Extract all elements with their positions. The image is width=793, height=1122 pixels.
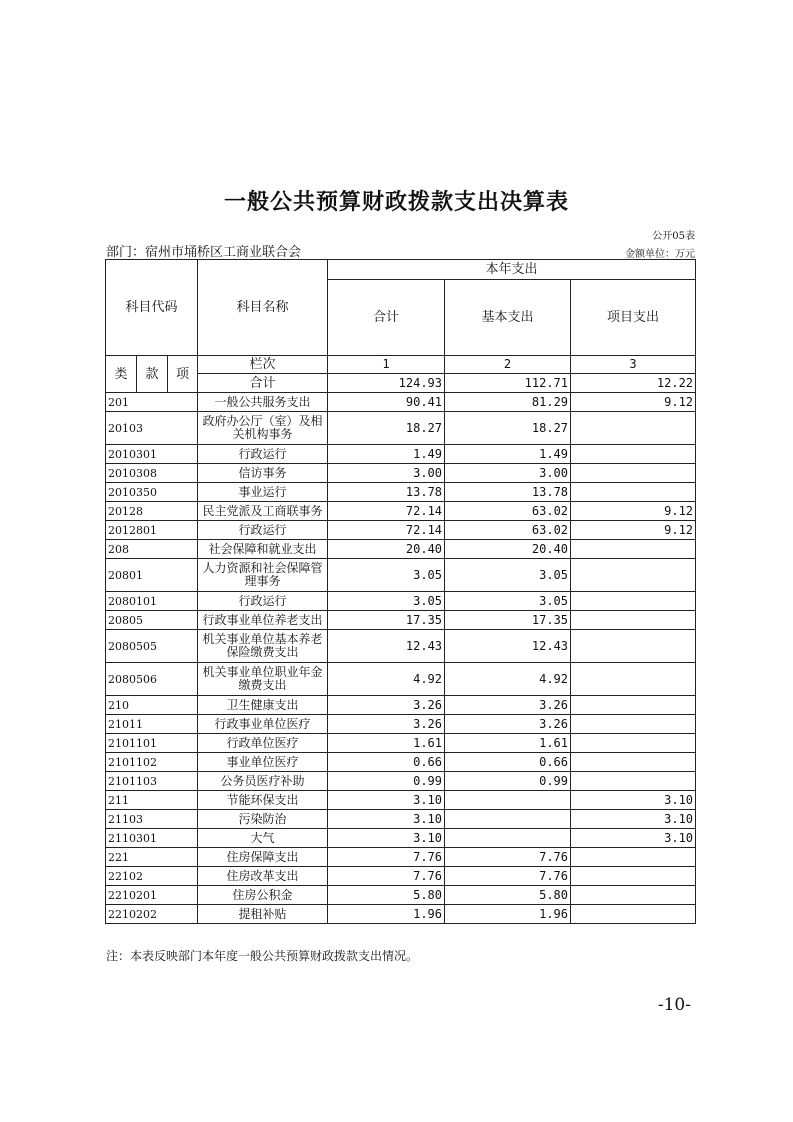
row-project	[571, 848, 696, 867]
row-name: 节能环保支出	[198, 791, 328, 810]
row-code: 2012801	[106, 521, 198, 540]
row-name: 社会保障和就业支出	[198, 540, 328, 559]
row-total: 18.27	[328, 412, 445, 445]
project-header: 项目支出	[571, 280, 696, 356]
lei-header: 类	[106, 356, 137, 393]
row-basic	[445, 810, 571, 829]
row-name: 行政单位医疗	[198, 734, 328, 753]
row-basic: 3.05	[445, 559, 571, 592]
row-code: 20805	[106, 611, 198, 630]
current-year-header: 本年支出	[328, 260, 696, 280]
column-number-row	[106, 356, 696, 374]
row-basic: 63.02	[445, 502, 571, 521]
row-name: 住房保障支出	[198, 848, 328, 867]
row-basic: 3.26	[445, 715, 571, 734]
row-name: 机关事业单位职业年金缴费支出	[198, 663, 328, 696]
basic-header: 基本支出	[445, 280, 571, 356]
table-row	[106, 715, 696, 734]
row-total: 12.43	[328, 630, 445, 663]
row-name: 民主党派及工商联事务	[198, 502, 328, 521]
row-code: 2110301	[106, 829, 198, 848]
row-total: 72.14	[328, 502, 445, 521]
row-name: 机关事业单位基本养老保险缴费支出	[198, 630, 328, 663]
table-row	[106, 559, 696, 592]
row-name: 污染防治	[198, 810, 328, 829]
col-number-1: 1	[328, 356, 445, 374]
row-basic: 12.43	[445, 630, 571, 663]
row-project: 9.12	[571, 521, 696, 540]
table-row	[106, 445, 696, 464]
row-basic: 0.66	[445, 753, 571, 772]
row-project	[571, 696, 696, 715]
expenditure-table	[105, 259, 696, 924]
xiang-header: 项	[168, 356, 198, 393]
table-row	[106, 483, 696, 502]
row-name: 行政运行	[198, 592, 328, 611]
row-basic: 5.80	[445, 886, 571, 905]
row-code: 22102	[106, 867, 198, 886]
row-code: 2010350	[106, 483, 198, 502]
lanci-label: 栏次	[198, 356, 328, 374]
row-project	[571, 412, 696, 445]
total-row-project: 12.22	[571, 374, 696, 393]
row-basic: 3.00	[445, 464, 571, 483]
row-code: 2080506	[106, 663, 198, 696]
row-basic: 20.40	[445, 540, 571, 559]
row-basic: 81.29	[445, 393, 571, 412]
row-project	[571, 611, 696, 630]
table-row	[106, 734, 696, 753]
row-project: 3.10	[571, 791, 696, 810]
table-row	[106, 663, 696, 696]
row-basic	[445, 791, 571, 810]
row-total: 3.10	[328, 791, 445, 810]
row-project: 3.10	[571, 829, 696, 848]
row-project	[571, 772, 696, 791]
row-project	[571, 867, 696, 886]
row-code: 21103	[106, 810, 198, 829]
footnote: 注：本表反映部门本年度一般公共预算财政拨款支出情况。	[106, 949, 419, 963]
row-total: 7.76	[328, 848, 445, 867]
table-row	[106, 886, 696, 905]
row-name: 人力资源和社会保障管理事务	[198, 559, 328, 592]
row-name: 行政运行	[198, 521, 328, 540]
total-row-basic: 112.71	[445, 374, 571, 393]
row-project	[571, 663, 696, 696]
row-project	[571, 540, 696, 559]
table-row	[106, 810, 696, 829]
row-code: 20128	[106, 502, 198, 521]
header-row-1	[106, 260, 696, 280]
row-code: 201	[106, 393, 198, 412]
row-total: 3.26	[328, 715, 445, 734]
row-name: 一般公共服务支出	[198, 393, 328, 412]
row-basic: 7.76	[445, 867, 571, 886]
row-name: 住房改革支出	[198, 867, 328, 886]
row-basic: 7.76	[445, 848, 571, 867]
table-row	[106, 393, 696, 412]
row-project	[571, 715, 696, 734]
row-project	[571, 559, 696, 592]
row-total: 3.00	[328, 464, 445, 483]
form-code: 公开05表	[652, 231, 695, 242]
row-name: 事业单位医疗	[198, 753, 328, 772]
row-project	[571, 886, 696, 905]
table-row	[106, 867, 696, 886]
row-basic	[445, 829, 571, 848]
row-project: 9.12	[571, 393, 696, 412]
row-code: 2210201	[106, 886, 198, 905]
row-total: 3.26	[328, 696, 445, 715]
unit-label: 金额单位：万元	[625, 249, 695, 260]
kuan-header: 款	[137, 356, 168, 393]
total-row-total: 124.93	[328, 374, 445, 393]
row-total: 90.41	[328, 393, 445, 412]
row-code: 2101103	[106, 772, 198, 791]
row-code: 2080505	[106, 630, 198, 663]
row-basic: 13.78	[445, 483, 571, 502]
row-name: 公务员医疗补助	[198, 772, 328, 791]
row-name: 提租补贴	[198, 905, 328, 924]
row-total: 13.78	[328, 483, 445, 502]
table-row	[106, 502, 696, 521]
row-total: 3.10	[328, 810, 445, 829]
row-total: 0.66	[328, 753, 445, 772]
row-name: 大气	[198, 829, 328, 848]
row-basic: 1.49	[445, 445, 571, 464]
row-total: 72.14	[328, 521, 445, 540]
row-name: 住房公积金	[198, 886, 328, 905]
row-name: 行政事业单位医疗	[198, 715, 328, 734]
table-row	[106, 521, 696, 540]
row-total: 3.05	[328, 559, 445, 592]
row-name: 卫生健康支出	[198, 696, 328, 715]
col-number-2: 2	[445, 356, 571, 374]
row-total: 20.40	[328, 540, 445, 559]
total-header: 合计	[328, 280, 445, 356]
row-code: 2010301	[106, 445, 198, 464]
row-total: 0.99	[328, 772, 445, 791]
row-basic: 3.26	[445, 696, 571, 715]
table-row	[106, 540, 696, 559]
row-basic: 63.02	[445, 521, 571, 540]
row-project	[571, 592, 696, 611]
row-code: 221	[106, 848, 198, 867]
row-total: 3.05	[328, 592, 445, 611]
table-row	[106, 791, 696, 810]
row-code: 210	[106, 696, 198, 715]
page-number: -10-	[657, 995, 691, 1015]
col-number-3: 3	[571, 356, 696, 374]
row-total: 1.61	[328, 734, 445, 753]
row-name: 政府办公厅（室）及相关机构事务	[198, 412, 328, 445]
name-header: 科目名称	[198, 260, 328, 356]
row-total: 5.80	[328, 886, 445, 905]
row-total: 3.10	[328, 829, 445, 848]
row-project	[571, 483, 696, 502]
row-basic: 4.92	[445, 663, 571, 696]
row-code: 2101102	[106, 753, 198, 772]
row-code: 20103	[106, 412, 198, 445]
row-code: 211	[106, 791, 198, 810]
total-row-label: 合计	[198, 374, 328, 393]
row-project	[571, 753, 696, 772]
row-basic: 18.27	[445, 412, 571, 445]
row-total: 7.76	[328, 867, 445, 886]
row-project	[571, 734, 696, 753]
row-project: 9.12	[571, 502, 696, 521]
row-code: 208	[106, 540, 198, 559]
row-code: 2010308	[106, 464, 198, 483]
row-basic: 0.99	[445, 772, 571, 791]
row-project	[571, 464, 696, 483]
row-code: 21011	[106, 715, 198, 734]
row-total: 1.96	[328, 905, 445, 924]
table-row	[106, 412, 696, 445]
row-total: 1.49	[328, 445, 445, 464]
row-project: 3.10	[571, 810, 696, 829]
row-basic: 17.35	[445, 611, 571, 630]
table-row	[106, 611, 696, 630]
table-row	[106, 630, 696, 663]
table-row	[106, 772, 696, 791]
row-basic: 1.96	[445, 905, 571, 924]
row-basic: 3.05	[445, 592, 571, 611]
row-name: 信访事务	[198, 464, 328, 483]
table-row	[106, 848, 696, 867]
table-row	[106, 905, 696, 924]
row-total: 17.35	[328, 611, 445, 630]
department-label: 部门：宿州市埇桥区工商业联合会	[106, 245, 302, 260]
row-project	[571, 445, 696, 464]
table-row	[106, 829, 696, 848]
row-name: 事业运行	[198, 483, 328, 502]
row-project	[571, 630, 696, 663]
row-basic: 1.61	[445, 734, 571, 753]
row-code: 2080101	[106, 592, 198, 611]
table-row	[106, 592, 696, 611]
row-name: 行政事业单位养老支出	[198, 611, 328, 630]
row-name: 行政运行	[198, 445, 328, 464]
table-row	[106, 696, 696, 715]
row-code: 2101101	[106, 734, 198, 753]
row-total: 4.92	[328, 663, 445, 696]
table-row	[106, 753, 696, 772]
row-project	[571, 905, 696, 924]
page-title: 一般公共预算财政拨款支出决算表	[223, 190, 569, 215]
row-code: 2210202	[106, 905, 198, 924]
table-row	[106, 464, 696, 483]
row-code: 20801	[106, 559, 198, 592]
code-header: 科目代码	[106, 260, 198, 356]
